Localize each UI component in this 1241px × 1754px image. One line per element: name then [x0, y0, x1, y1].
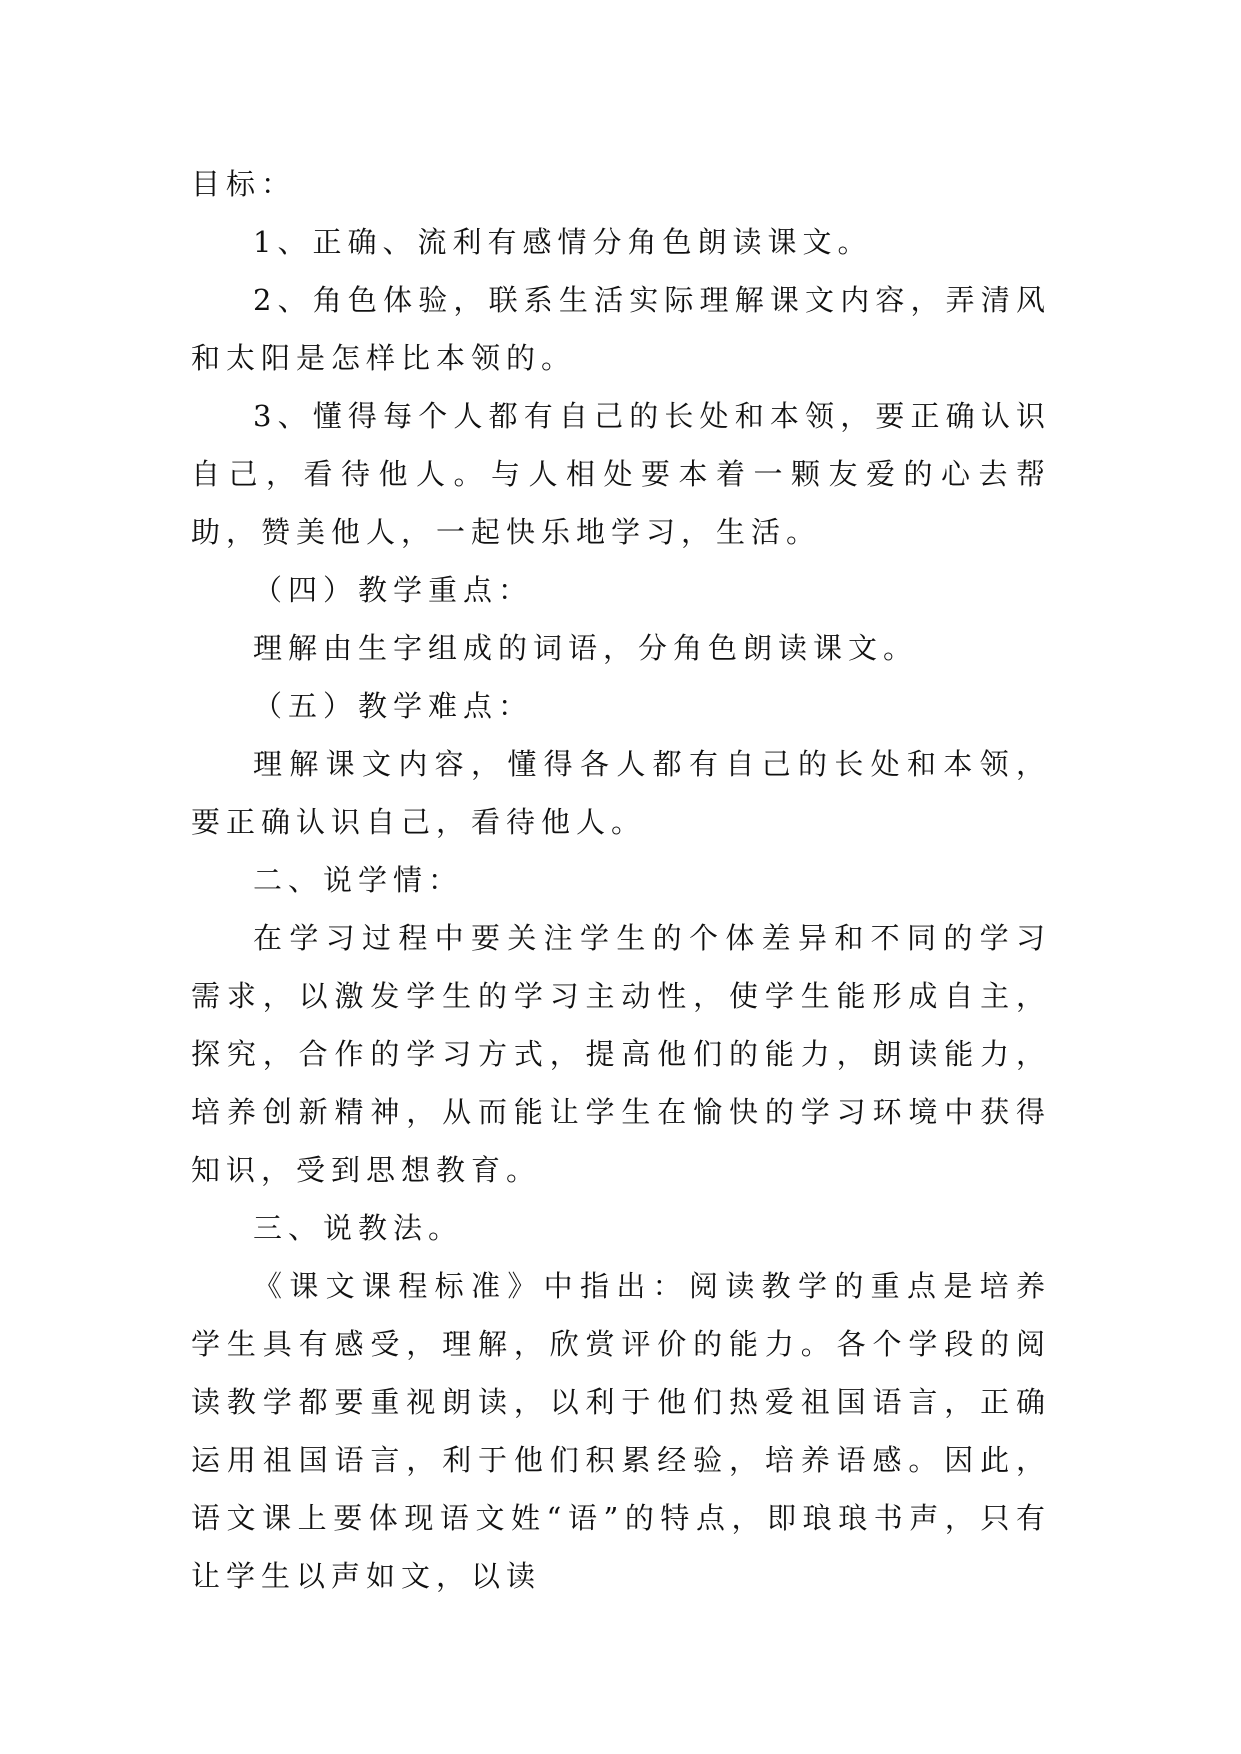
section-heading-key-points: （四）教学重点： — [253, 573, 534, 607]
section-heading-learning-situation: 二、说学情： — [253, 863, 464, 897]
paragraph-goal-2: 2、角色体验，联系生活实际理解课文内容，弄清风和太阳是怎样比本领的。 — [191, 283, 1051, 375]
paragraph-difficulties: 理解课文内容，懂得各人都有自己的长处和本领，要正确认识自己，看待他人。 — [191, 747, 1051, 839]
section-heading-teaching-method: 三、说教法。 — [253, 1211, 464, 1245]
document-body — [191, 155, 1051, 1605]
paragraph-goals-heading: 目标： — [191, 167, 297, 201]
paragraph-learning-situation: 在学习过程中要关注学生的个体差异和不同的学习需求，以激发学生的学习主动性，使学生能形成自主，探究，合作的学习方式，提高他们的能力，朗读能力，培养创新精神，从而能让学生在愉快的学习环境中获得知识，受到思想教育。 — [191, 921, 1051, 1187]
paragraph-key-points: 理解由生字组成的词语，分角色朗读课文。 — [253, 631, 919, 665]
section-heading-difficulties: （五）教学难点： — [253, 689, 534, 723]
paragraph-goal-1: 1、正确、流利有感情分角色朗读课文。 — [253, 225, 873, 259]
paragraph-teaching-method: 《课文课程标准》中指出：阅读教学的重点是培养学生具有感受，理解，欣赏评价的能力。各个学段的阅读教学都要重视朗读，以利于他们热爱祖国语言，正确运用祖国语言，利于他们积累经验，培养语感。因此，语文课上要体现语文姓“语”的特点，即琅琅书声，只有让学生以声如文，以读 — [191, 1269, 1051, 1593]
paragraph-goal-3: 3、懂得每个人都有自己的长处和本领，要正确认识自己，看待他人。与人相处要本着一颗友爱的心去帮助，赞美他人，一起快乐地学习，生活。 — [191, 399, 1051, 549]
